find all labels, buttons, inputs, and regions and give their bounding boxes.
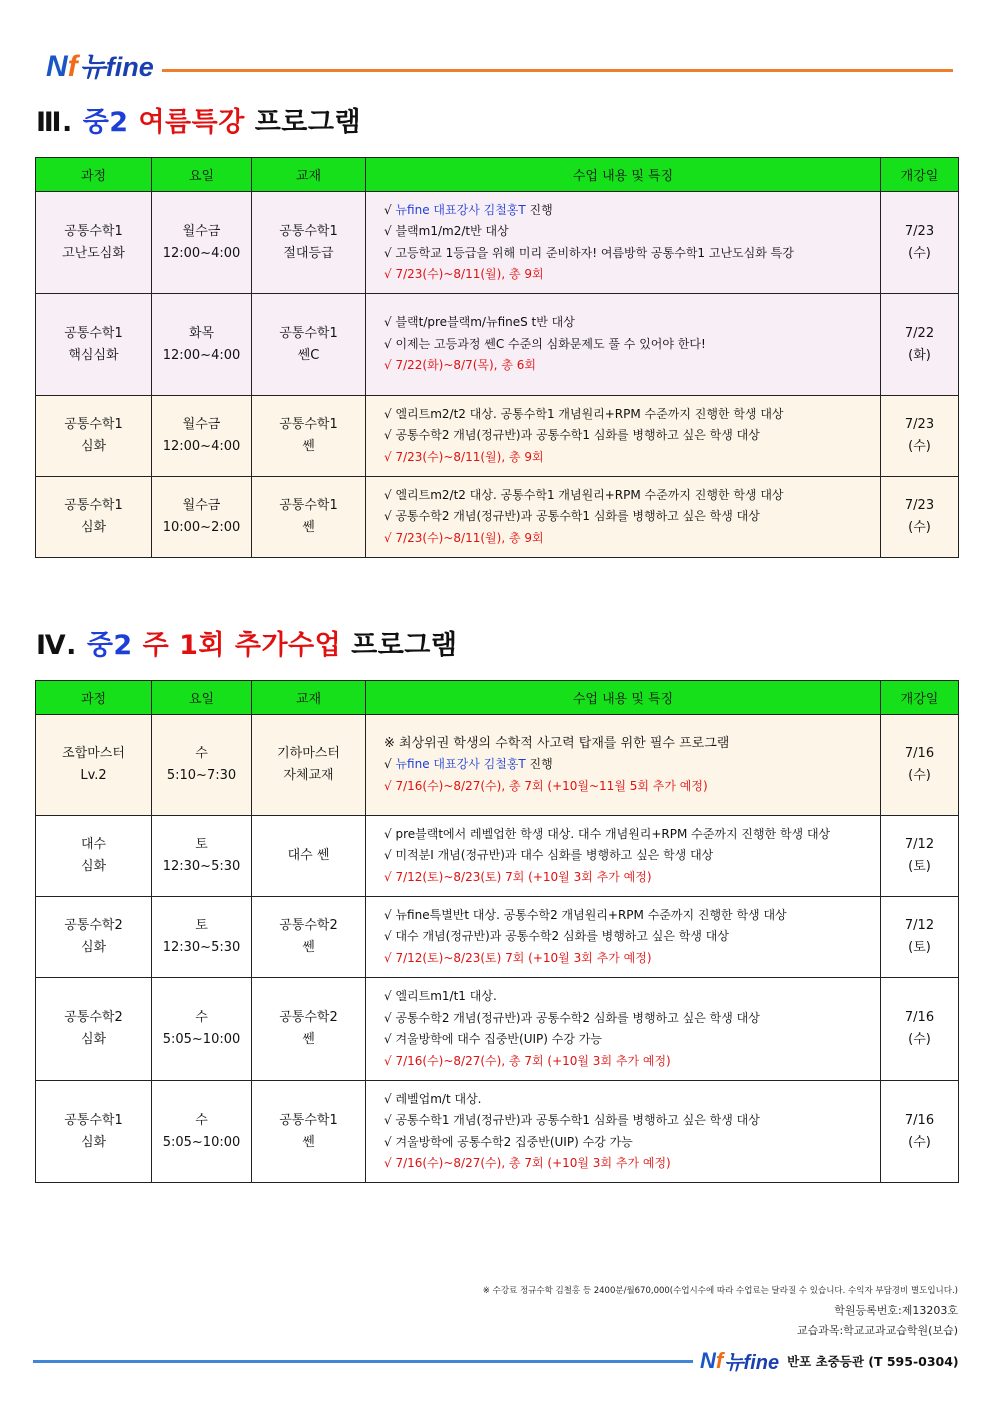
footer-brand-mark-f: f: [715, 1347, 724, 1373]
feature-line: √ 레벨업m/t 대상.: [384, 1091, 482, 1106]
course-name: Lv.2: [80, 768, 107, 783]
content-cell: [366, 477, 881, 558]
course-cell: [36, 477, 152, 558]
course-cell: [36, 1081, 152, 1183]
header-book: 교재: [252, 158, 366, 192]
class-time: 12:00~4:00: [162, 347, 241, 363]
start-date-cell: [881, 396, 959, 477]
start-weekday: (수): [908, 1032, 931, 1047]
section4-grade: 중2: [86, 630, 133, 661]
start-date-cell: [881, 1081, 959, 1183]
schedule-cell: [152, 477, 252, 558]
textbook-cell: [252, 396, 366, 477]
start-date: 7/16: [904, 1112, 935, 1128]
class-days: 월수금: [182, 498, 221, 513]
schedule-line: √ 7/16(수)~8/27(수), 총 7회 (+10월~11월 5회 추가 예정): [384, 778, 708, 793]
footer-brand-name: 뉴fine: [724, 1352, 780, 1374]
start-weekday: (화): [908, 347, 931, 363]
course-name: 공통수학1: [64, 498, 123, 513]
section3-highlight: 여름특강: [138, 107, 245, 138]
class-time: 12:00~4:00: [162, 439, 241, 454]
textbook-cell: [252, 816, 366, 897]
section3-table: [35, 157, 959, 558]
table-row: [36, 897, 959, 978]
class-days: 월수금: [182, 223, 221, 239]
schedule-line: √ 7/23(수)~8/11(월), 총 9회: [384, 530, 544, 545]
table-row: [36, 1081, 959, 1183]
feature-line: √ 이제는 고등과정 쎈C 수준의 심화문제도 풀 수 있어야 한다!: [384, 336, 706, 351]
course-name: 공통수학1: [64, 1112, 123, 1128]
footer-brand-mark: [700, 1348, 723, 1374]
feature-line: √ 겨울방학에 대수 집중반(UIP) 수강 가능: [384, 1032, 602, 1046]
brand-mark-n: N: [46, 50, 68, 83]
branch-contact: 반포 초중등관 (T 595-0304): [787, 1353, 959, 1369]
class-time: 12:30~5:30: [162, 940, 241, 955]
class-days: 토: [195, 837, 208, 852]
class-days: 토: [195, 918, 208, 933]
schedule-cell: [152, 294, 252, 396]
start-weekday: (수): [908, 245, 931, 261]
feature-line: √ 공통수학1 개념(정규반)과 공통수학1 심화를 병행하고 싶은 학생 대상: [384, 1113, 760, 1127]
schedule-line: √ 7/12(토)~8/23(토) 7회 (+10월 3회 추가 예정): [384, 950, 652, 965]
schedule-line: √ 7/23(수)~8/11(월), 총 9회: [384, 267, 544, 281]
class-time: 5:05~10:00: [162, 1134, 241, 1150]
start-date-cell: [881, 816, 959, 897]
feature-line: √ 공통수학2 개념(정규반)과 공통수학1 심화를 병행하고 싶은 학생 대상: [384, 428, 760, 443]
start-date: 7/22: [904, 325, 935, 341]
course-name: 조합마스터: [62, 746, 125, 761]
table-row: [36, 816, 959, 897]
textbook-name: 공통수학1: [279, 325, 338, 341]
class-time: 5:10~7:30: [166, 768, 237, 783]
feature-check: √: [384, 757, 396, 772]
textbook-name: 공통수학1: [279, 498, 338, 513]
feature-line: √ 대수 개념(정규반)과 공통수학2 심화를 병행하고 싶은 학생 대상: [384, 929, 729, 944]
textbook-name: 절대등급: [283, 245, 334, 261]
class-days: 화목: [188, 325, 215, 341]
schedule-cell: [152, 192, 252, 294]
textbook-name: 대수 쎈: [287, 848, 330, 863]
top-rule: [162, 69, 953, 72]
feature-check: √: [384, 202, 396, 217]
class-time: 10:00~2:00: [162, 520, 241, 535]
content-cell: [366, 1081, 881, 1183]
course-cell: [36, 715, 152, 816]
course-cell: [36, 816, 152, 897]
feature-tail: 진행: [525, 757, 553, 772]
subject-info: 교습과목:학교교과교습학원(보습): [796, 1324, 958, 1337]
schedule-line: √ 7/16(수)~8/27(수), 총 7회 (+10월 3회 추가 예정): [384, 1053, 671, 1068]
table-row: [36, 477, 959, 558]
start-weekday: (수): [908, 768, 931, 783]
course-name: 심화: [80, 1032, 107, 1047]
table-row: [36, 396, 959, 477]
brand-mark: [46, 50, 78, 84]
section4-highlight: 주 1회 추가수업: [142, 630, 342, 661]
textbook-cell: [252, 192, 366, 294]
feature-line: √ 공통수학2 개념(정규반)과 공통수학1 심화를 병행하고 싶은 학생 대상: [384, 509, 760, 524]
textbook-name: 쎈: [302, 1134, 315, 1150]
feature-line: √ 뉴fine특별반t 대상. 공통수학2 개념원리+RPM 수준까지 진행한 학생 대상: [384, 907, 787, 922]
table-header-row: [36, 158, 959, 192]
header-days: 요일: [152, 158, 252, 192]
brand-name: 뉴fine: [79, 52, 154, 82]
schedule-cell: [152, 715, 252, 816]
schedule-line: √ 7/22(화)~8/7(목), 총 6회: [384, 358, 536, 373]
feature-line: ※ 최상위권 학생의 수학적 사고력 탑재를 위한 필수 프로그램: [384, 735, 730, 751]
content-cell: [366, 192, 881, 294]
textbook-name: 공통수학2: [279, 918, 338, 933]
textbook-name: 쎈: [302, 1032, 315, 1047]
feature-line: [384, 754, 880, 776]
start-weekday: (토): [908, 940, 931, 955]
textbook-name: 공통수학1: [279, 223, 338, 239]
course-name: 핵심심화: [68, 347, 119, 363]
section4-suffix: 프로그램: [351, 630, 458, 661]
schedule-cell: [152, 396, 252, 477]
textbook-name: 공통수학1: [279, 1112, 338, 1128]
course-name: 공통수학2: [64, 1010, 123, 1025]
schedule-line: √ 7/23(수)~8/11(월), 총 9회: [384, 449, 544, 464]
feature-line: √ 겨울방학에 공통수학2 집중반(UIP) 수강 가능: [384, 1134, 633, 1149]
feature-line: [384, 200, 880, 222]
content-cell: [366, 978, 881, 1081]
header-course: 과정: [36, 681, 152, 715]
course-name: 대수: [80, 837, 107, 852]
textbook-name: 공통수학1: [279, 417, 338, 432]
content-cell: [366, 897, 881, 978]
instructor-highlight: 뉴fine 대표강사 김철홍T: [395, 757, 526, 772]
feature-tail: 진행: [525, 202, 553, 217]
header-content: 수업 내용 및 특징: [366, 158, 881, 192]
registration-number: 학원등록번호:제13203호: [834, 1304, 958, 1317]
class-days: 수: [195, 1112, 208, 1128]
content-cell: [366, 816, 881, 897]
footer-logo: [700, 1346, 959, 1375]
class-days: 수: [195, 1010, 208, 1025]
course-name: 공통수학1: [64, 325, 123, 341]
start-date-cell: [881, 978, 959, 1081]
start-date: 7/23: [904, 417, 935, 432]
feature-line: √ 블랙m1/m2/t반 대상: [384, 224, 509, 238]
table-row: [36, 192, 959, 294]
feature-line: √ 고등학교 1등급을 위해 미리 준비하자! 여름방학 공통수학1 고난도심화 특강: [384, 245, 794, 260]
start-date: 7/16: [904, 746, 935, 761]
start-date-cell: [881, 477, 959, 558]
course-cell: [36, 192, 152, 294]
class-days: 수: [195, 746, 208, 761]
start-date: 7/23: [904, 498, 935, 513]
course-name: 공통수학1: [64, 223, 123, 239]
header-book: 교재: [252, 681, 366, 715]
textbook-name: 쎈C: [297, 347, 320, 363]
start-date-cell: [881, 294, 959, 396]
textbook-name: 쎈: [302, 439, 315, 454]
start-weekday: (수): [908, 439, 931, 454]
textbook-name: 기하마스터: [277, 746, 340, 761]
textbook-cell: [252, 715, 366, 816]
schedule-cell: [152, 897, 252, 978]
feature-line: √ 엘리트m2/t2 대상. 공통수학1 개념원리+RPM 수준까지 진행한 학생 대상: [384, 487, 784, 502]
textbook-name: 쎈: [302, 520, 315, 535]
content-cell: [366, 294, 881, 396]
class-days: 월수금: [182, 417, 221, 432]
course-name: 공통수학1: [64, 417, 123, 432]
feature-line: √ 미적분Ⅰ 개념(정규반)과 대수 심화를 병행하고 싶은 학생 대상: [384, 848, 714, 863]
table-row: [36, 978, 959, 1081]
section3-title: [36, 100, 361, 139]
header-days: 요일: [152, 681, 252, 715]
class-time: 12:30~5:30: [162, 859, 241, 874]
textbook-cell: [252, 1081, 366, 1183]
schedule-cell: [152, 816, 252, 897]
course-name: 심화: [80, 940, 107, 955]
table-header-row: [36, 681, 959, 715]
footer-brand-mark-n: N: [700, 1347, 716, 1373]
content-cell: [366, 396, 881, 477]
section4-num: Ⅳ.: [36, 630, 77, 661]
textbook-name: 쎈: [302, 940, 315, 955]
textbook-cell: [252, 477, 366, 558]
course-name: 공통수학2: [64, 918, 123, 933]
course-cell: [36, 897, 152, 978]
tuition-note: ※ 수강료 정규수학 김철홍 등 2400분/월670,000(수업시수에 따라 수업료는 달라질 수 있습니다. 수익자 부담경비 별도입니다.): [482, 1286, 958, 1296]
course-cell: [36, 978, 152, 1081]
section3-grade: 중2: [82, 107, 129, 138]
header-content: 수업 내용 및 특징: [366, 681, 881, 715]
section4-title: [36, 623, 457, 662]
textbook-name: 자체교재: [283, 768, 334, 783]
textbook-cell: [252, 294, 366, 396]
start-date-cell: [881, 192, 959, 294]
course-cell: [36, 396, 152, 477]
course-name: 심화: [80, 1134, 107, 1150]
schedule-line: √ 7/16(수)~8/27(수), 총 7회 (+10월 3회 추가 예정): [384, 1156, 671, 1170]
start-weekday: (토): [908, 859, 931, 874]
start-weekday: (수): [908, 1134, 931, 1150]
course-name: 고난도심화: [62, 245, 125, 261]
start-date-cell: [881, 715, 959, 816]
feature-line: √ 엘리트m2/t2 대상. 공통수학1 개념원리+RPM 수준까지 진행한 학생 대상: [384, 406, 784, 421]
course-name: 심화: [80, 439, 107, 454]
table-row: [36, 294, 959, 396]
feature-line: √ 공통수학2 개념(정규반)과 공통수학2 심화를 병행하고 싶은 학생 대상: [384, 1010, 760, 1025]
instructor-highlight: 뉴fine 대표강사 김철홍T: [395, 202, 526, 217]
header-start: 개강일: [881, 681, 959, 715]
course-name: 심화: [80, 520, 107, 535]
schedule-cell: [152, 1081, 252, 1183]
table-row: [36, 715, 959, 816]
start-date: 7/16: [904, 1010, 935, 1025]
section3-num: Ⅲ.: [36, 107, 73, 138]
course-name: 심화: [80, 859, 107, 874]
brand-mark-f: f: [67, 50, 78, 83]
section3-suffix: 프로그램: [254, 107, 362, 138]
textbook-name: 공통수학2: [279, 1010, 338, 1025]
start-weekday: (수): [908, 520, 931, 535]
feature-line: √ pre블랙t에서 레벨업한 학생 대상. 대수 개념원리+RPM 수준까지 진행한 학생 대상: [384, 826, 831, 841]
feature-line: √ 블랙t/pre블랙m/뉴fineS t반 대상: [384, 315, 575, 330]
start-date: 7/12: [904, 837, 935, 852]
schedule-cell: [152, 978, 252, 1081]
content-cell: [366, 715, 881, 816]
feature-line: √ 엘리트m1/t1 대상.: [384, 989, 497, 1003]
schedule-line: √ 7/12(토)~8/23(토) 7회 (+10월 3회 추가 예정): [384, 869, 652, 884]
textbook-cell: [252, 897, 366, 978]
header-course: 과정: [36, 158, 152, 192]
bottom-rule: [33, 1360, 693, 1363]
start-date-cell: [881, 897, 959, 978]
header-start: 개강일: [881, 158, 959, 192]
start-date: 7/12: [904, 918, 935, 933]
class-time: 5:05~10:00: [162, 1032, 241, 1047]
section4-table: [35, 680, 959, 1183]
course-cell: [36, 294, 152, 396]
brand-logo: [46, 44, 154, 84]
textbook-cell: [252, 978, 366, 1081]
class-time: 12:00~4:00: [162, 245, 241, 261]
start-date: 7/23: [904, 223, 935, 239]
